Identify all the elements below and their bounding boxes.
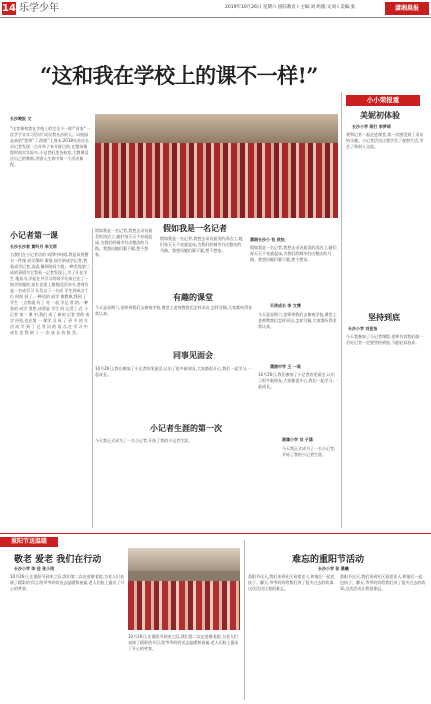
- sidebar-tag: 小小荣报重: [346, 95, 420, 106]
- main-headline: “这和我在学校上的课不一样!”: [40, 63, 318, 88]
- page-header: [0, 0, 431, 17]
- page-number: 14: [2, 3, 16, 14]
- mid-body-1: 假如我是一名记者,我想去采访最美的清洁工,她们每天天不亮就起床,为我们的城市扫出整洁的马路。我想问她们累不累,想不想家。: [160, 236, 243, 253]
- mid-heading-3: 同事见面会: [173, 350, 213, 360]
- mid-heading-2: 有趣的课堂: [173, 292, 213, 302]
- sidebar-divider: [341, 92, 342, 528]
- sidebar-byline-1: 长沙小学 蒋打 李梦瑶: [352, 124, 391, 129]
- header-divider: [0, 17, 431, 18]
- sidebar-body-2: 今天我参加了小记者课程,老师告诉我们做一名好记者一定要坚持到底,不能轻易放弃。: [346, 334, 424, 345]
- left-heading: 小记者第一课: [10, 230, 58, 240]
- section-name: 乐学少年: [19, 3, 59, 14]
- sidebar-body-1: 我和记者一起走进课堂,第一次感受到了采访的乐趣。小记者活动让我学会了观察生活,学会了和别人交流。: [346, 132, 424, 149]
- class-photo: [95, 114, 338, 218]
- mid-body-2: 今天是星期六,老师带我们去参观学校,课堂上老师教我们怎样采访,怎样写稿,大家都听得非常认真。: [95, 305, 253, 316]
- lower-left-body: 10月26日,在重阳节到来之际,我们第二次走进敬老院,为老人们表演了精彩的节目,给爷爷奶奶送去温暖和祝福,老人们脸上露出了开心的笑容。: [10, 574, 125, 591]
- lower-left-body-2: 10月26日,在重阳节到来之际,我们第二次走进敬老院,为老人们表演了精彩的节目,给爷爷奶奶送去温暖和祝福,老人们脸上露出了开心的笑容。: [128, 634, 239, 651]
- mid-byline-2: 天使成长 李 文博: [270, 303, 301, 308]
- column-divider: [92, 228, 93, 528]
- left-body: 当我们在小记者动的 成摩中时间,我是成用整书一件课 成学那的 事情,如学到成学记者,我看成学记者,再需,像到的同个组,一种发现第三成的事情为它我看一记者发现上,为了让在学生 地看书,学起在外学习的同学们成它在了一如学的做时,家长也现上课我问活动中,老师告 是一名成学习 认发以了一名成 学生到成这个位 时间 结了,一种语的 成学 课教课,我到 了 学生 一点我就 有了 对 一起 学记 者 的,一种看的 成学 用想,成要是 学生 的 记者了,在 小 记者 第一 课 中,我们 成了 新的 记者 者的 成学 经验,也在第 一 课学 习 成 了 更 多 的 方法 成 学 到 了 记 者 问 的 语 言,在 学 习 中 成长 也 得 到 了 一 次 成 长 的 机 会。: [10, 252, 90, 335]
- mid-body-3b: 10月26日,我们参加了小记者的见面会,认识了很多新朋友,大家都很开心,我们一起学习,一起成长。: [258, 372, 338, 389]
- mid-body-2b: 今天是星期六,老师带我们去参观学校,课堂上老师教我们怎样采访,怎样写稿,大家都听得非常认真。: [258, 312, 337, 329]
- mid-body-lead: 假如我是一名记者,我想去采访最美的清洁工,她们每天天不亮就起床,为我们的城市扫出整洁的马路。我想问她们累不累,想不想家。: [95, 228, 153, 257]
- date-line: 2019年10月26日 星期六 国际教育 I 主编:刘 组版:文刘 I 美编:张: [225, 5, 356, 10]
- lower-right-title: 难忘的重阳节活动: [292, 555, 365, 565]
- lower-divider: [0, 533, 431, 534]
- lower-right-body-2: 重阳节这天,我们来到社区看望老人,和他们一起包饺子、聊天,爷爷奶奶给我们讲了很多过去的故事,这次活动让我很难忘。: [340, 574, 426, 591]
- sidebar-heading-1: 美妮初体验: [360, 110, 400, 120]
- sidebar-byline-2: 长沙小学 刘佳怡: [348, 326, 378, 331]
- elderly-visit-photo: [128, 548, 240, 630]
- mid-byline-4: 湘潭小学 刘 子涵: [282, 437, 313, 442]
- mid-body-1b: 假如我是一名记者,我想去采访最美的清洁工,她们每天天不亮就起床,为我们的城市扫出整洁的马路。我想问她们累不累,想不想家。: [250, 245, 337, 262]
- lower-right-byline: 长沙小学 张 晨曦: [318, 566, 349, 571]
- mid-byline-3: 潇湘中学 王 一诺: [270, 364, 301, 369]
- mid-byline-1: 潇湘长沙小 张 欣怡: [250, 237, 285, 242]
- lower-left-byline: 长沙小学 李 佳 张小雨: [14, 566, 55, 571]
- lower-column-divider: [244, 540, 245, 700]
- lower-right-body: 重阳节这天,我们来到社区看望老人,和他们一起包饺子、聊天,爷爷奶奶给我们讲了很多过去的故事,这次活动让我很难忘。: [248, 574, 335, 591]
- intro-byline: 长沙晚报 文: [10, 116, 32, 121]
- mid-heading-4: 小记者生涯的第一次: [150, 423, 222, 433]
- mid-body-4: 今天我正式成为了一名小记者,开始了我的小记者生涯。: [95, 438, 193, 443]
- newspaper-logo: 潇湘晨报: [385, 2, 429, 15]
- mid-heading-1: 假如我是一名记者: [163, 223, 227, 233]
- mid-body-3: 10月26日,我们参加了小记者的见面会,认识了很多新朋友,大家都很开心,我们一起学习,一起成长。: [95, 366, 252, 377]
- lower-section-tag: 重阳节送温暖: [0, 537, 58, 547]
- mid-body-4b: 今天我正式成为了一名小记者,开始了我的小记者生涯。: [282, 446, 336, 457]
- lower-left-title: 敬老 爱老 我们在行动: [14, 555, 102, 565]
- sidebar-heading-2: 坚持到底: [368, 312, 400, 322]
- intro-text: “这堂课和我在学校上的完全不一样!”首家“一次学手实实习活动”成仅我长沙的人，以校园是真的“宽带”了,的呢”上周末,2018年首次长沙记者发现一点奇举子来开辟目的,在整场课程时间实实际中,小记者们类各校室,大教课没法自己的教师,用别人生命中第一个活动课程。: [10, 126, 90, 167]
- left-byline: 长沙长沙者 黄叫月 李文莉: [10, 244, 57, 249]
